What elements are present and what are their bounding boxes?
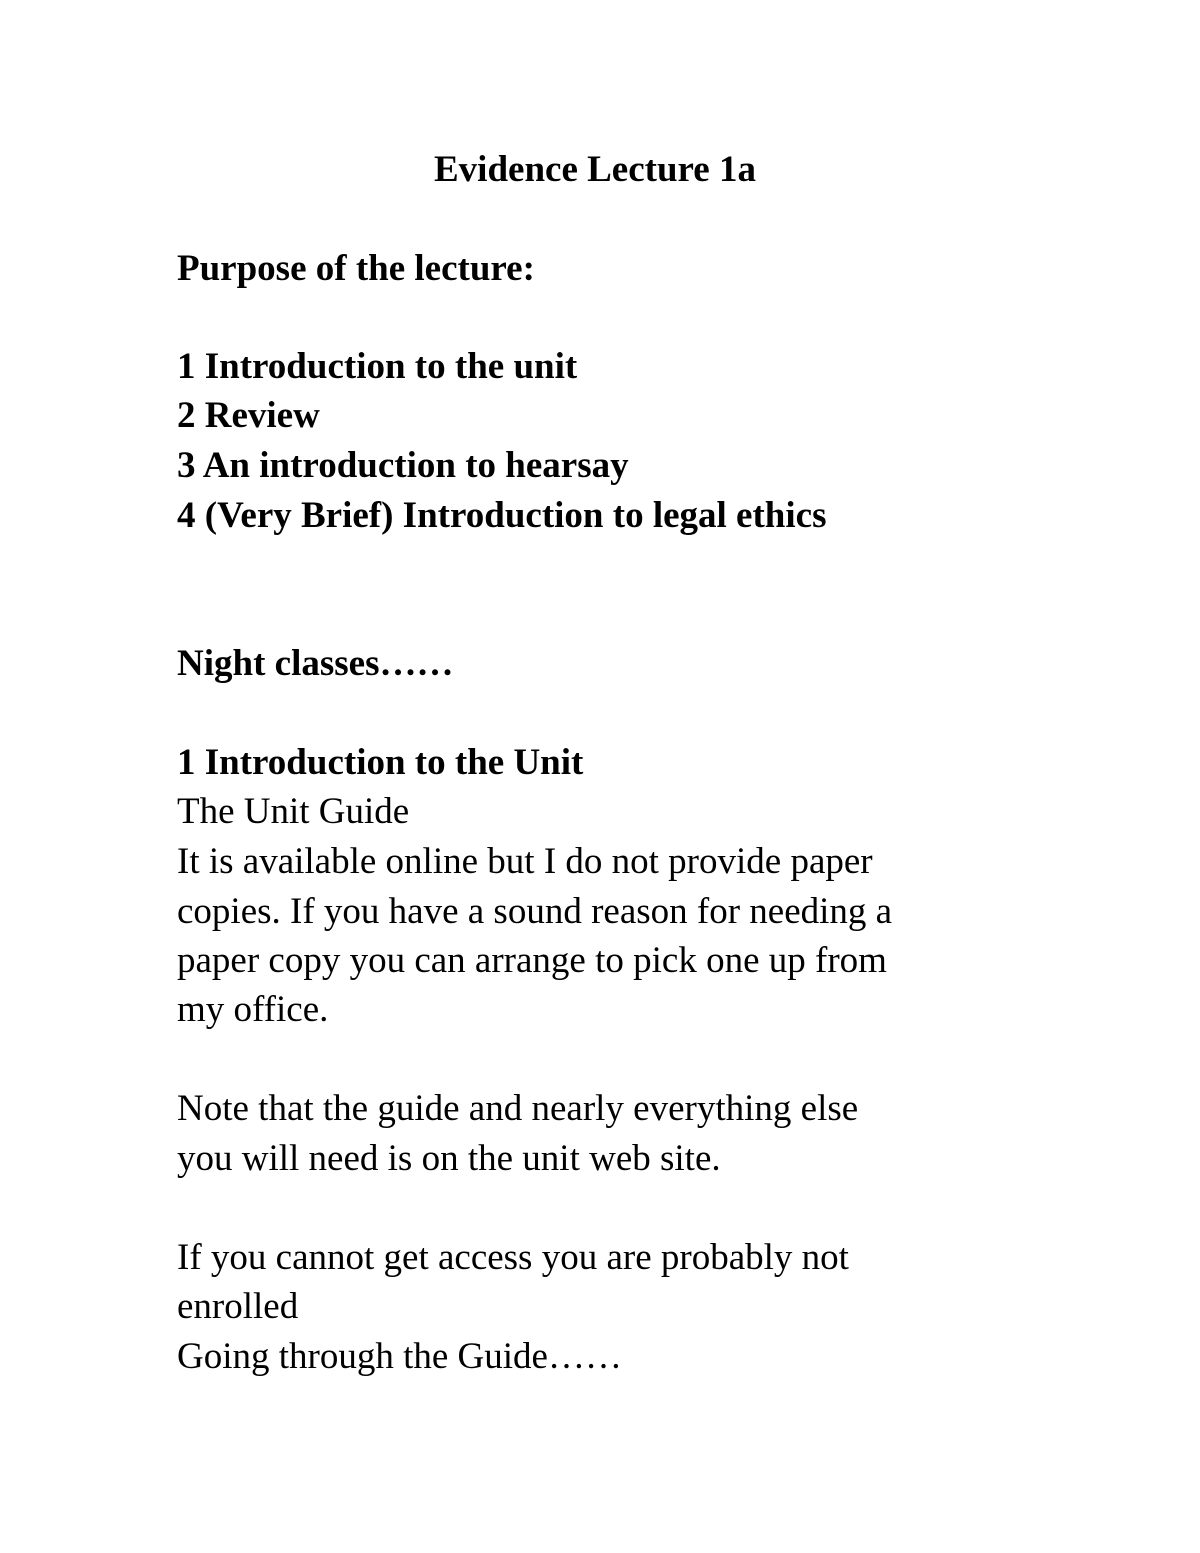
section1-heading: 1 Introduction to the Unit (177, 742, 584, 783)
document-title: Evidence Lecture 1a (434, 149, 756, 190)
paragraph-line: my office. (177, 989, 329, 1030)
paragraph-line: It is available online but I do not provide paper (177, 841, 873, 882)
agenda-item: 1 Introduction to the unit (177, 346, 578, 387)
section1-subheading: The Unit Guide (177, 791, 410, 832)
agenda-item: 3 An introduction to hearsay (177, 445, 629, 486)
paragraph-line: paper copy you can arrange to pick one up from (177, 940, 887, 981)
paragraph-line: copies. If you have a sound reason for needing a (177, 891, 893, 932)
purpose-heading: Purpose of the lecture: (177, 248, 535, 289)
paragraph-line: Going through the Guide…… (177, 1336, 622, 1377)
agenda-item: 2 Review (177, 395, 320, 436)
paragraph-line: you will need is on the unit web site. (177, 1138, 721, 1179)
night-classes-heading: Night classes…… (177, 643, 454, 684)
paragraph-line: If you cannot get access you are probably not (177, 1237, 849, 1278)
agenda-item: 4 (Very Brief) Introduction to legal ethics (177, 495, 827, 536)
paragraph-line: enrolled (177, 1286, 299, 1327)
paragraph-line: Note that the guide and nearly everything else (177, 1088, 859, 1129)
